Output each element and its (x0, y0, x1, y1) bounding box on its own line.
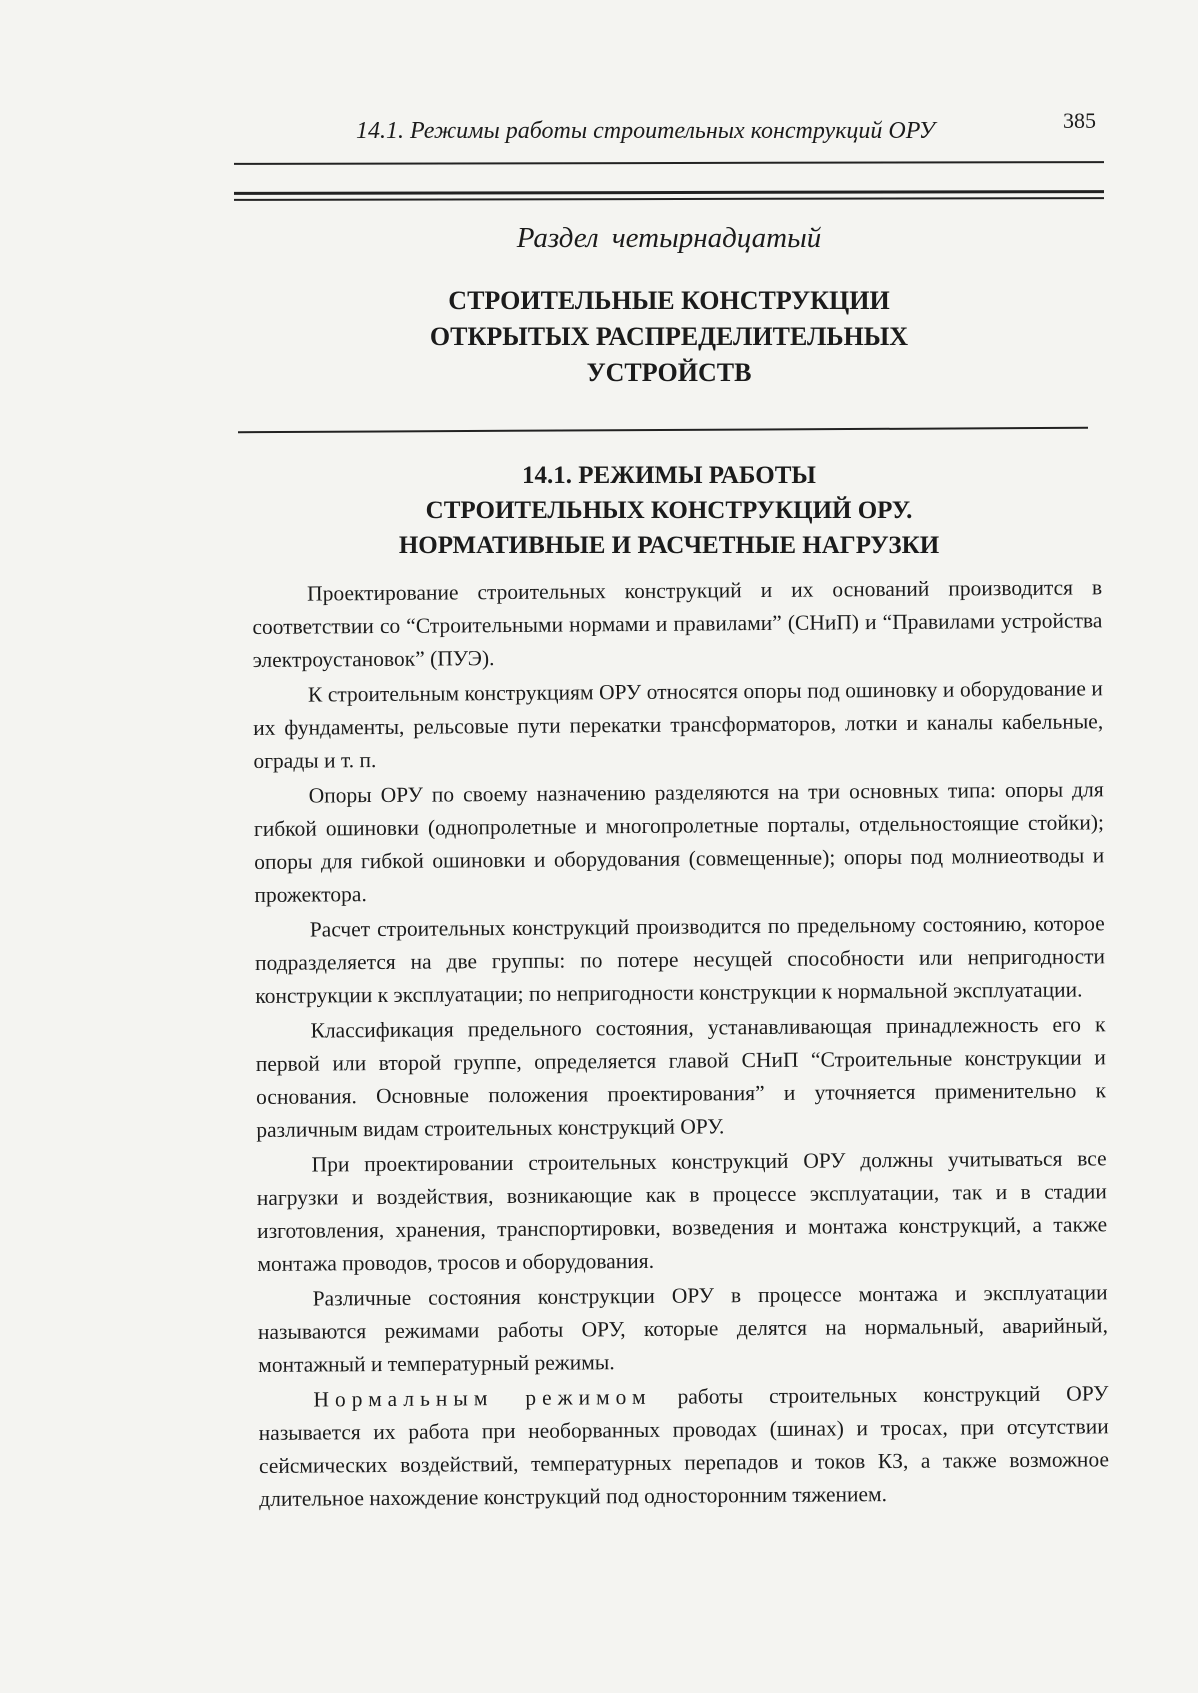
chapter-title-line: 14.1. РЕЖИМЫ РАБОТЫ (522, 462, 816, 489)
chapter-title-line: СТРОИТЕЛЬНЫХ КОНСТРУКЦИЙ ОРУ. (425, 497, 913, 524)
double-rule-top (234, 190, 1104, 195)
paragraph: К строительным конструкциям ОРУ относятся опоры под ошиновку и оборудование и их фундаменты, рельсовые пути перекатки трансформаторов, лотки и каналы кабельные, ограды и т. п. (253, 676, 1104, 773)
double-rule-bottom (234, 197, 1104, 201)
spaced-term: Нормальным режимом (313, 1384, 652, 1412)
part-title: Раздел четырнадцатый (516, 222, 822, 254)
section-rule (238, 427, 1088, 433)
chapter-title (234, 458, 1104, 563)
paragraph-last (258, 1377, 1109, 1516)
section-title-line: УСТРОЙСТВ (586, 358, 752, 387)
running-title: 14.1. Режимы работы строительных конструкций ОРУ (356, 118, 935, 144)
paragraph: При проектировании строительных конструкций ОРУ должны учитываться все нагрузки и воздействия, возникающие как в процессе эксплуатации, так и в стадии изготовления, хранения, транспортировки, возведения и монтажа конструкций, а также монтажа проводов, тросов и оборудования. (256, 1146, 1108, 1276)
section-title-line: ОТКРЫТЫХ РАСПРЕДЕЛИТЕЛЬНЫХ (429, 322, 909, 351)
paragraph-rest: работы строительных конструкций ОРУ называется их работа при необорванных проводах (шинах) и тросах, при отсутствии сейсмических воздействий, температурных перепадов и токов КЗ, а также возможное длительное нахождение конструкций под односторонним тяжением. (258, 1381, 1110, 1511)
header-rule (234, 161, 1104, 165)
running-header (236, 108, 1106, 148)
chapter-title-line: НОРМАТИВНЫЕ И РАСЧЕТНЫЕ НАГРУЗКИ (398, 532, 940, 559)
paragraph: Расчет строительных конструкций производится по предельному состоянию, которое подразделяется на две группы: по потере несущей способности или непригодности конструкции к эксплуатации; по непригодности конструкции к нормальной эксплуатации. (254, 911, 1106, 1008)
body-text (252, 571, 1109, 1518)
paragraph: Проектирование строительных конструкций и их оснований производится в соответствии со “Строительными нормами и правилами” (СНиП) и “Правилами устройства электроустановок” (ПУЭ). (252, 575, 1103, 672)
page-number: 385 (1063, 108, 1096, 133)
section-title-line: СТРОИТЕЛЬНЫЕ КОНСТРУКЦИИ (448, 286, 890, 315)
paragraph: Классификация предельного состояния, устанавливающая принадлежность его к первой или второй группе, определяется главой СНиП “Строительные конструкции и основания. Основные положения проектирования” и уточняется применительно к различным видам строительных конструкций ОРУ. (255, 1012, 1107, 1142)
section-title (234, 283, 1104, 391)
paragraph: Опоры ОРУ по своему назначению разделяются на три основных типа: опоры для гибкой ошиновки (однопролетные и многопролетные порталы, отдельностоящие стойки); опоры для гибкой ошиновки и оборудования (совмещенные); опоры под молниеотводы и прожектора. (253, 777, 1105, 907)
paragraph: Различные состояния конструкции ОРУ в процессе монтажа и эксплуатации называются режимами работы ОРУ, которые делятся на нормальный, аварийный, монтажный и температурный режимы. (257, 1280, 1108, 1377)
